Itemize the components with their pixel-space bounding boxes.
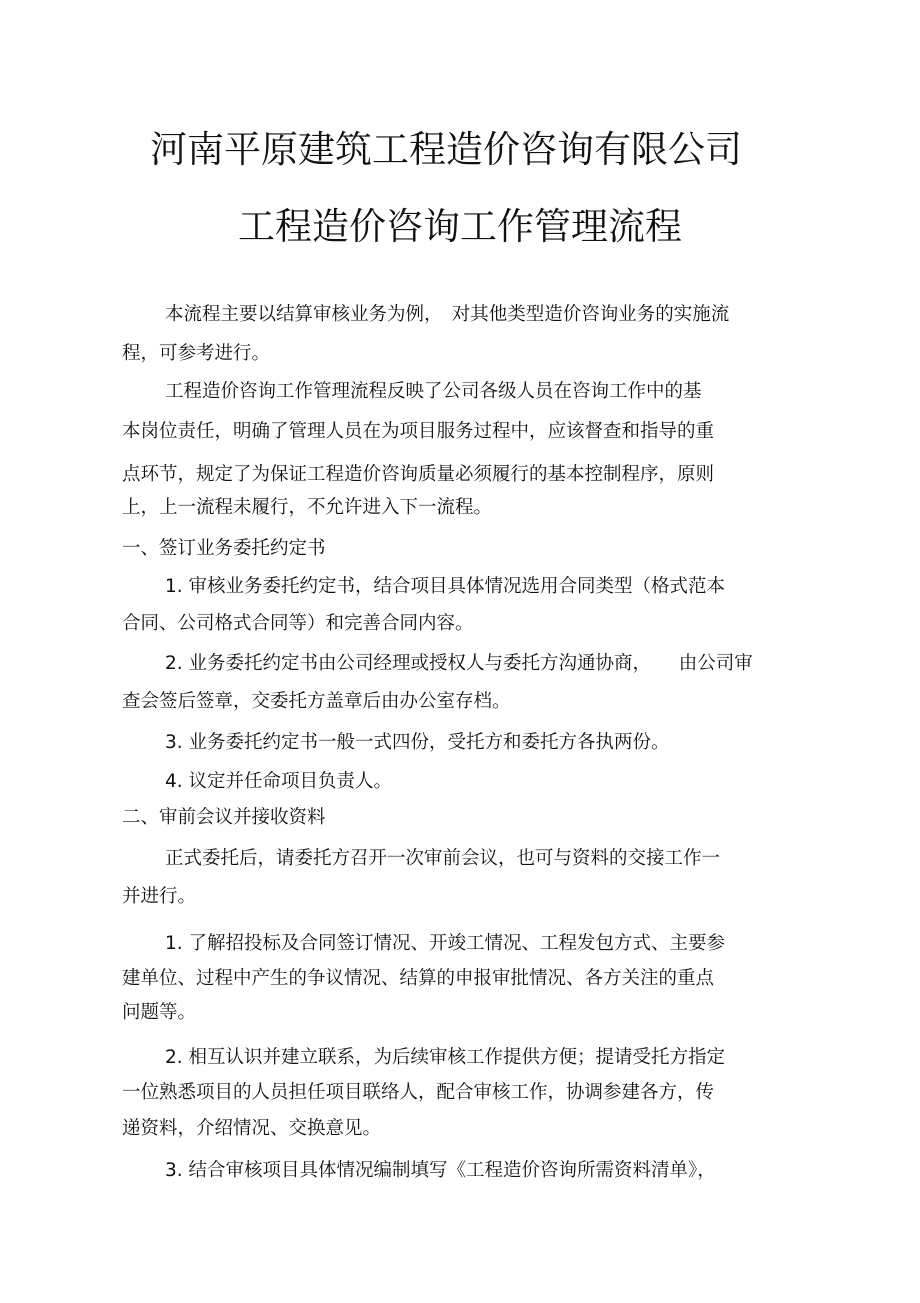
- paragraph-line: 上，上一流程未履行，不允许进入下一流程。: [122, 497, 493, 518]
- list-item-line: 查会签后签章，交委托方盖章后由办公室存档。: [122, 691, 511, 712]
- paragraph-line: 点环节，规定了为保证工程造价咨询质量必须履行的基本控制程序，原则: [122, 464, 715, 485]
- paragraph-line: 本流程主要以结算审核业务为例， 对其他类型造价咨询业务的实施流: [165, 304, 730, 325]
- paragraph-line: 工程造价咨询工作管理流程反映了公司各级人员在咨询工作中的基: [165, 381, 702, 402]
- list-item-line: 问题等。: [122, 1002, 197, 1023]
- list-item-line: 1. 审核业务委托约定书，结合项目具体情况选用合同类型（格式范本: [165, 576, 726, 597]
- paragraph-line: 并进行。: [122, 886, 197, 907]
- section-heading: 一、签订业务委托约定书: [122, 538, 326, 559]
- list-item-line: 2. 相互认识并建立联系，为后续审核工作提供方便；提请受托方指定: [165, 1047, 726, 1068]
- list-item-line: 2. 业务委托约定书由公司经理或授权人与委托方沟通协商， 由公司审: [165, 653, 753, 674]
- list-item-line: 建单位、过程中产生的争议情况、结算的申报审批情况、各方关注的重点: [122, 968, 715, 989]
- paragraph-line: 正式委托后，请委托方召开一次审前会议，也可与资料的交接工作一: [165, 848, 721, 869]
- company-title: 河南平原建筑工程造价咨询有限公司: [150, 128, 742, 171]
- list-item-line: 4. 议定并任命项目负责人。: [165, 771, 393, 792]
- section-heading: 二、审前会议并接收资料: [122, 807, 326, 828]
- list-item-line: 一位熟悉项目的人员担任项目联络人，配合审核工作，协调参建各方，传: [122, 1082, 715, 1103]
- paragraph-line: 本岗位责任，明确了管理人员在为项目服务过程中，应该督查和指导的重: [122, 421, 715, 442]
- list-item-line: 1. 了解招投标及合同签订情况、开竣工情况、工程发包方式、主要参: [165, 933, 726, 954]
- list-item-line: 3. 业务委托约定书一般一式四份，受托方和委托方各执两份。: [165, 732, 670, 753]
- paragraph-line: 程，可参考进行。: [122, 343, 271, 364]
- list-item-line: 3. 结合审核项目具体情况编制填写《工程造价咨询所需资料清单》，: [165, 1160, 716, 1181]
- list-item-line: 合同、公司格式合同等）和完善合同内容。: [122, 613, 474, 634]
- document-title: 工程造价咨询工作管理流程: [238, 205, 682, 248]
- list-item-line: 递资料，介绍情况、交换意见。: [122, 1118, 382, 1139]
